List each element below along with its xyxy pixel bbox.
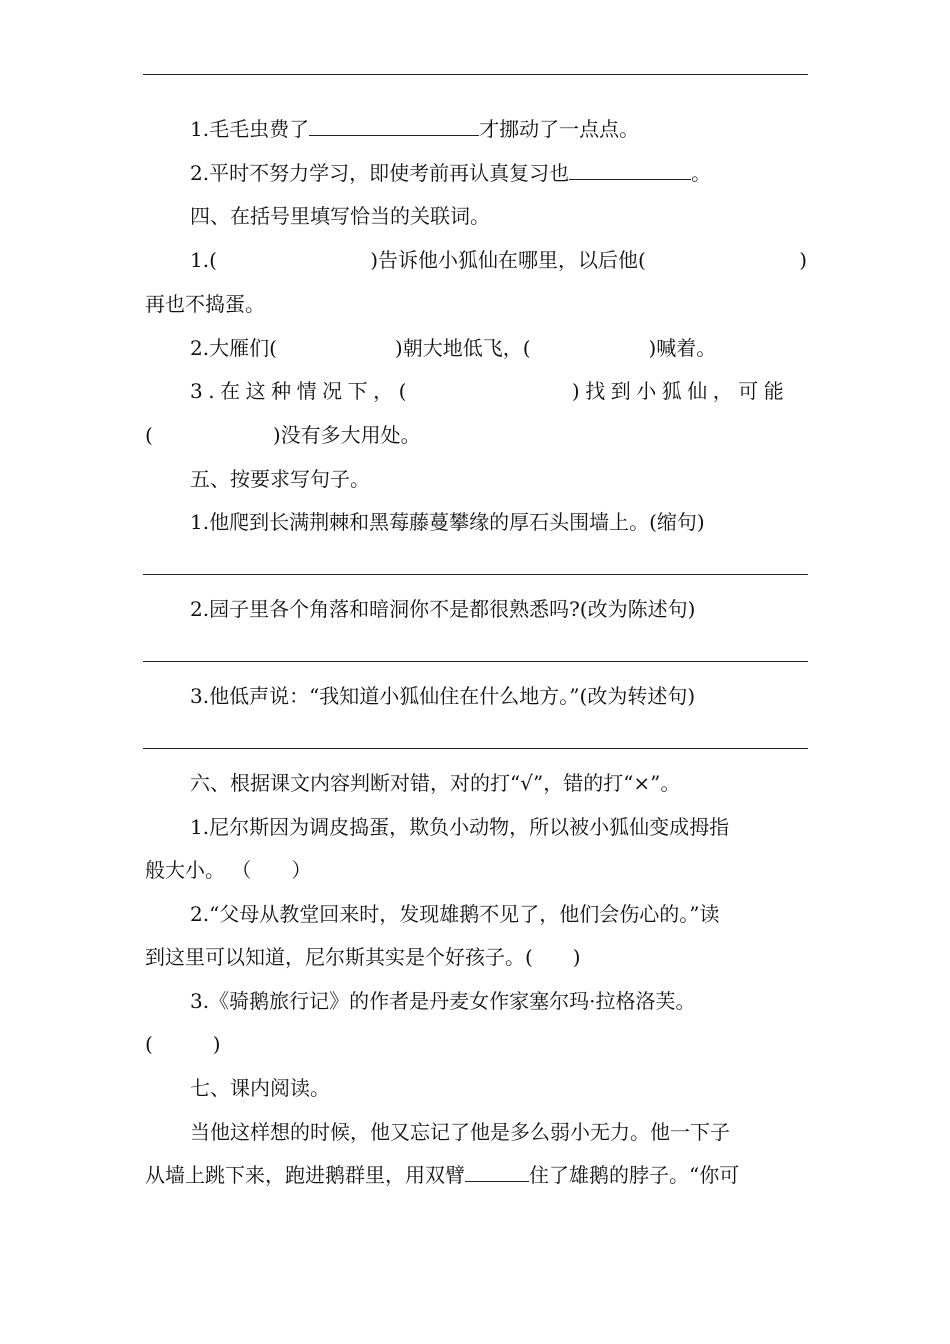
reading-passage-line: 当他这样想的时候，他又忘记了他是多么弱小无力。他一下子 bbox=[190, 1120, 730, 1144]
part4-question-2: 2.大雁们( )朝大地低飞，( )喊着。 bbox=[190, 336, 717, 360]
part6-question-2: 2.“父母从教堂回来时，发现雄鹅不见了，他们会伤心的。”读 bbox=[190, 902, 720, 926]
part6-question-1-continued: 般大小。 （ ） bbox=[145, 858, 312, 882]
section-heading: 五、按要求写句子。 bbox=[190, 467, 370, 491]
section-heading: 七、课内阅读。 bbox=[190, 1076, 330, 1100]
part6-question-3-continued: ( ) bbox=[145, 1032, 221, 1056]
answer-line[interactable] bbox=[143, 574, 808, 575]
part4-question-1: 1.( )告诉他小狐仙在哪里，以后他( ) bbox=[190, 248, 807, 272]
part6-question-2-continued: 到这里可以知道，尼尔斯其实是个好孩子。( ) bbox=[145, 945, 581, 969]
section-heading: 六、根据课文内容判断对错，对的打“√”，错的打“×”。 bbox=[190, 771, 681, 795]
part5-question-1: 1.他爬到长满荆棘和黑莓藤蔓攀缘的厚石头围墙上。(缩句) bbox=[190, 510, 705, 534]
part6-question-3: 3.《骑鹅旅行记》的作者是丹麦女作家塞尔玛·拉格洛芙。 bbox=[190, 989, 696, 1013]
fill-blank[interactable] bbox=[569, 161, 691, 180]
part4-question-3: 3.在这种情况下，( )找到小狐仙，可能 bbox=[190, 379, 790, 403]
part3-question-1: 1.毛毛虫费了 才挪动了一点点。 bbox=[190, 117, 640, 141]
section-heading: 四、在括号里填写恰当的关联词。 bbox=[190, 204, 490, 228]
part6-question-1: 1.尼尔斯因为调皮捣蛋，欺负小动物，所以被小狐仙变成拇指 bbox=[190, 815, 730, 839]
part4-question-3-continued: ( )没有多大用处。 bbox=[145, 423, 421, 447]
part5-question-3: 3.他低声说：“我知道小狐仙住在什么地方。”(改为转述句) bbox=[190, 684, 696, 708]
answer-line[interactable] bbox=[143, 748, 808, 749]
fill-blank[interactable] bbox=[465, 1163, 529, 1182]
top-rule bbox=[143, 74, 808, 75]
reading-passage-line: 从墙上跳下来，跑进鹅群里，用双臂 住了雄鹅的脖子。“你可 bbox=[145, 1163, 740, 1187]
part5-question-2: 2.园子里各个角落和暗洞你不是都很熟悉吗?(改为陈述句) bbox=[190, 597, 696, 621]
part4-question-1-continued: 再也不捣蛋。 bbox=[145, 292, 265, 316]
answer-line[interactable] bbox=[143, 661, 808, 662]
part3-question-2: 2.平时不努力学习，即使考前再认真复习也 。 bbox=[190, 161, 712, 185]
fill-blank[interactable] bbox=[309, 117, 479, 136]
